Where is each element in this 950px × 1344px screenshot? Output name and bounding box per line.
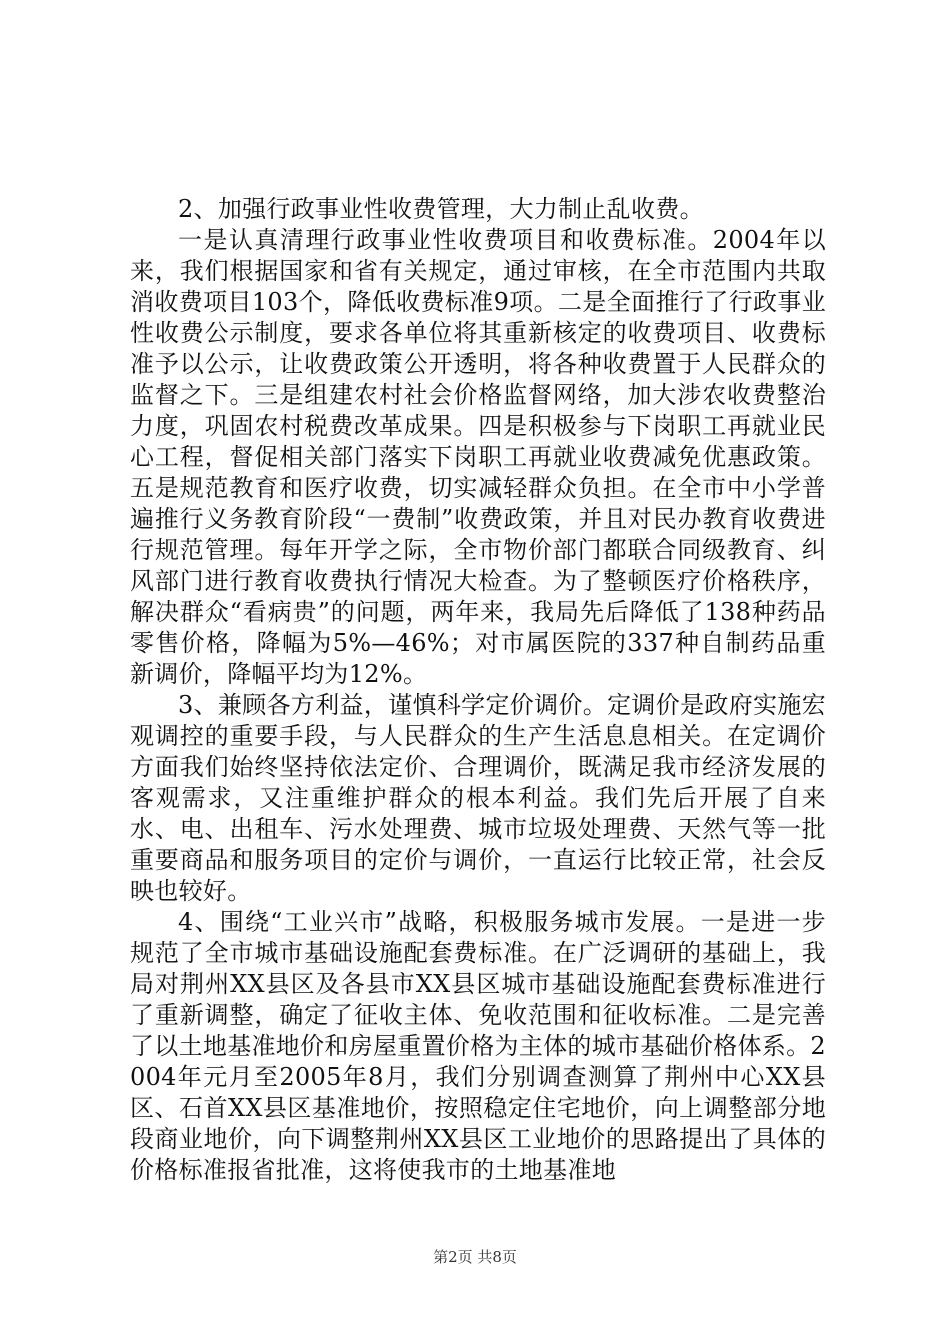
paragraph-city-development: 4、围绕“工业兴市”战略，积极服务城市发展。一是进一步规范了全市城市基础设施配套费标准。在广泛调研的基础上，我局对荆州XX县区及各县市XX县区城市基础设施配套费标准进行了重新调整，确定了征收主体、免收范围和征收标准。二是完善了以土地基准地价和房屋重置价格为主体的城市基础价格体系。2004年元月至2005年8月，我们分别调查测算了荆州中心XX县区、石首XX县区基准地价，按照稳定住宅地价，向上调整部分地段商业地价，向下调整荆州XX县区工业地价的思路提出了具体的价格标准报省批准，这将使我市的土地基准地	[130, 908, 826, 1184]
paragraph-fee-management: 一是认真清理行政事业性收费项目和收费标准。2004年以来，我们根据国家和省有关规定，通过审核，在全市范围内共取消收费项目103个，降低收费标准9项。二是全面推行了行政事业性收费公示制度，要求各单位将其重新核定的收费项目、收费标准予以公示，让收费政策公开透明，将各种收费置于人民群众的监督之下。三是组建农村社会价格监督网络，加大涉农收费整治力度，巩固农村税费改革成果。四是积极参与下岗职工再就业民心工程，督促相关部门落实下岗职工再就业收费减免优惠政策。五是规范教育和医疗收费，切实减轻群众负担。在全市中小学普遍推行义务教育阶段“一费制”收费政策，并且对民办教育收费进行规范管理。每年开学之际，全市物价部门都联合同级教育、纠风部门进行教育收费执行情况大检查。为了整顿医疗价格秩序，解决群众“看病贵”的问题，两年来，我局先后降低了138种药品零售价格，降幅为5%—46%；对市属医院的337种自制药品重新调价，降幅平均为12%。	[130, 226, 826, 688]
paragraph-pricing: 3、兼顾各方利益，谨慎科学定价调价。定调价是政府实施宏观调控的重要手段，与人民群众的生产生活息息相关。在定调价方面我们始终坚持依法定价、合理调价，既满足我市经济发展的客观需求，又注重维护群众的根本利益。我们先后开展了自来水、电、出租车、污水处理费、城市垃圾处理费、天然气等一批重要商品和服务项目的定价与调价，一直运行比较正常，社会反映也较好。	[130, 691, 826, 905]
page-number-footer: 第2页 共8页	[433, 1248, 517, 1266]
document-body	[130, 194, 826, 1186]
paragraph-heading-2: 2、加强行政事业性收费管理，大力制止乱收费。	[178, 195, 704, 223]
